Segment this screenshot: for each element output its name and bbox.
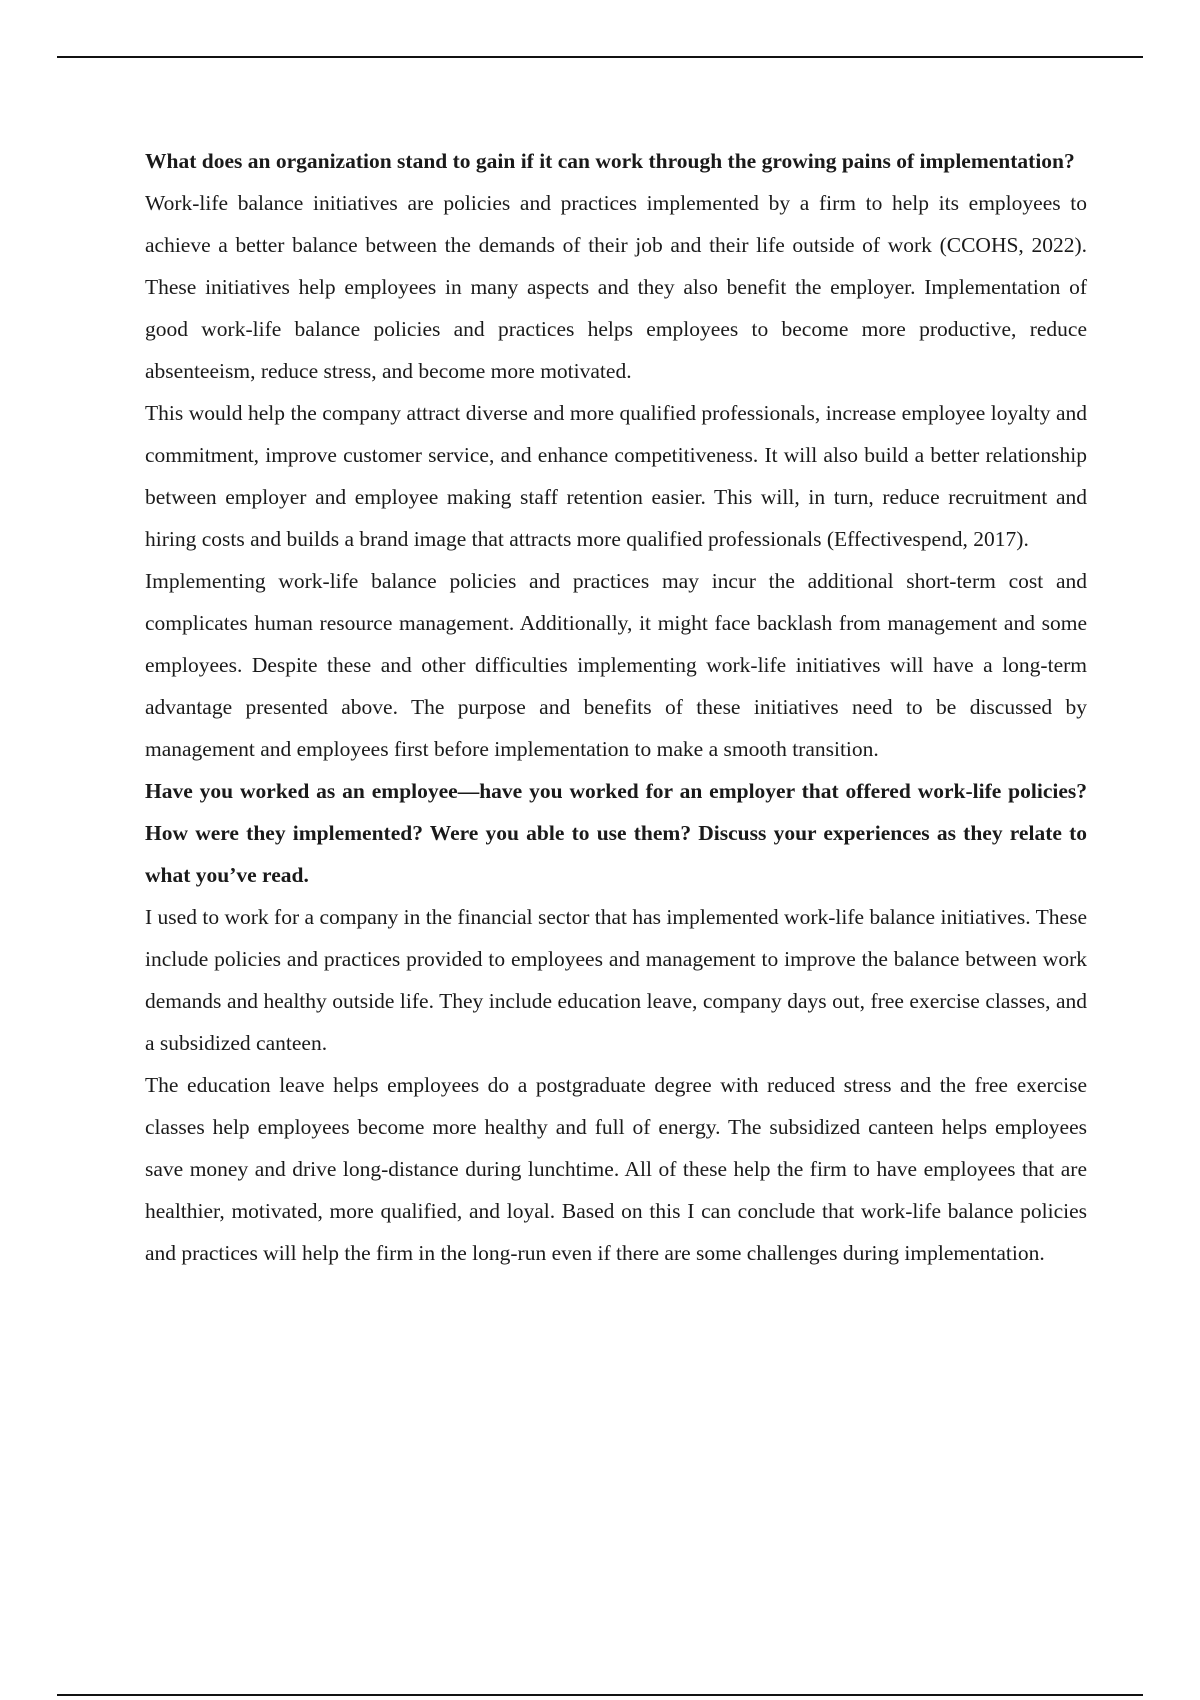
top-rule xyxy=(57,56,1143,58)
question-heading-2: Have you worked as an employee—have you worked for an employer that offered work-life policies? How were they implemented? Were you able to use them? Discuss your experiences as they relate to what you’ve read. xyxy=(145,779,1087,887)
answer-paragraph-1: Work-life balance initiatives are policies and practices implemented by a firm to help its employees to achieve a better balance between the demands of their job and their life outside of work (CCOHS, 2022). These initiatives help employees in many aspects and they also benefit the employer. Implementation of good work-life balance policies and practices helps employees to become more productive, reduce absenteeism, reduce stress, and become more motivated. xyxy=(145,191,1087,383)
answer-paragraph-5: The education leave helps employees do a postgraduate degree with reduced stress and the free exercise classes help employees become more healthy and full of energy. The subsidized canteen helps employees save money and drive long-distance during lunchtime. All of these help the firm to have employees that are healthier, motivated, more qualified, and loyal. Based on this I can conclude that work-life balance policies and practices will help the firm in the long-run even if there are some challenges during implementation. xyxy=(145,1073,1087,1265)
document-body xyxy=(145,140,1087,1274)
bottom-rule xyxy=(57,1694,1143,1696)
answer-paragraph-4: I used to work for a company in the financial sector that has implemented work-life balance initiatives. These include policies and practices provided to employees and management to improve the balance between work demands and healthy outside life. They include education leave, company days out, free exercise classes, and a subsidized canteen. xyxy=(145,905,1087,1055)
answer-paragraph-2: This would help the company attract diverse and more qualified professionals, increase employee loyalty and commitment, improve customer service, and enhance competitiveness. It will also build a better relationship between employer and employee making staff retention easier. This will, in turn, reduce recruitment and hiring costs and builds a brand image that attracts more qualified professionals (Effectivespend, 2017). xyxy=(145,401,1087,551)
answer-paragraph-3: Implementing work-life balance policies and practices may incur the additional short-term cost and complicates human resource management. Additionally, it might face backlash from management and some employees. Despite these and other difficulties implementing work-life initiatives will have a long-term advantage presented above. The purpose and benefits of these initiatives need to be discussed by management and employees first before implementation to make a smooth transition. xyxy=(145,569,1087,761)
question-heading-1: What does an organization stand to gain if it can work through the growing pains of implementation? xyxy=(145,149,1075,173)
